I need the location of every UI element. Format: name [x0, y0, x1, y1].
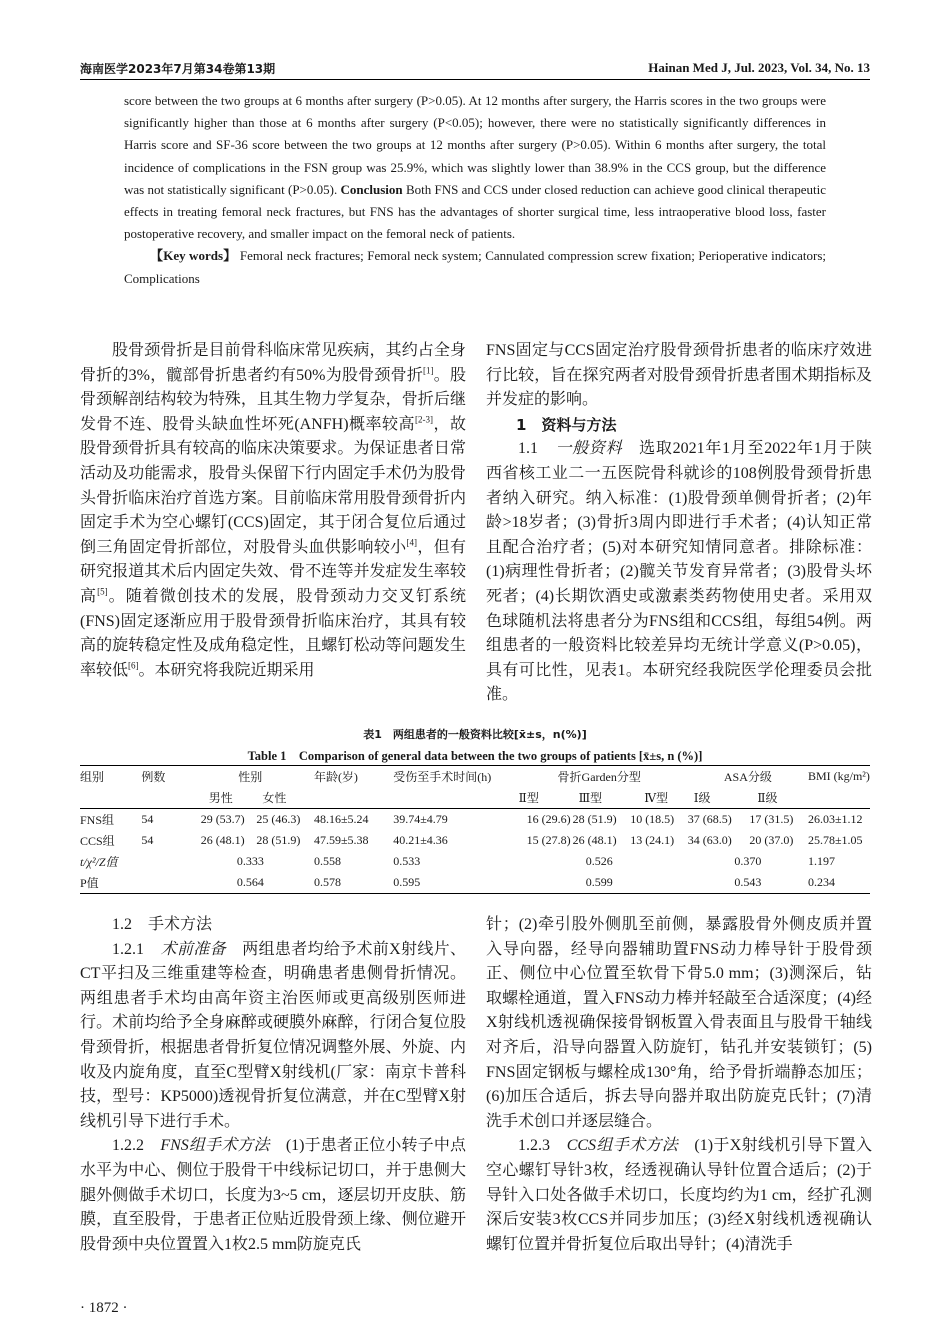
col-subheader: Ⅲ型 [578, 791, 603, 805]
col-subheader: Ⅳ型 [644, 791, 669, 805]
page-number: · 1872 · [80, 1300, 128, 1316]
intro-right-column [486, 339, 872, 708]
methods-left-column [80, 913, 466, 1257]
col-subheader: 女性 [262, 791, 287, 805]
col-header: BMI (kg/m²) [807, 769, 870, 783]
col-header: 受伤至手术时间(h) [393, 770, 492, 784]
conclusion-text: Both FNS and CCS under closed reduction can achieve good clinical therapeutic effects in treating femoral neck fractures, but FNS has the advantages of shorter surgical time, less intraoperative blood loss, faster postoperative recovery, and smaller impact on the femoral neck of patients. [124, 181, 827, 242]
intro-paragraph-cont: FNS固定与CCS固定治疗股骨颈骨折患者的临床疗效进行比较，旨在探究两者对股骨颈骨折患者围术期指标及并发症的影响。 [486, 342, 872, 409]
keywords-label: 【Key words】 [150, 248, 237, 264]
abstract-results-text [124, 90, 826, 245]
subsection-title: FNS组手术方法 [160, 1137, 270, 1155]
conclusion-label: Conclusion [340, 181, 403, 197]
table-row-stat: t/χ²/Z值 0.333 0.558 0.533 0.526 0.370 1.197 [80, 854, 835, 869]
table-general-data [80, 765, 870, 894]
col-header: 性别 [238, 770, 263, 784]
methods-right-column [486, 913, 872, 1257]
col-header: 年龄(岁) [313, 770, 358, 784]
intro-paragraph: 股骨颈骨折是目前骨科临床常见疾病，其约占全身骨折的3%，髋部骨折患者约有50%为股骨颈骨折[1]。股骨颈解剖结构较为特殊，且其生物力学复杂，骨折后继发骨不连、股骨头缺血性坏死(ANFH)概率较高[2-3]，故股骨颈骨折具有较高的临床决策要求。为保证患者日常活动及功能需求，股骨头保留下行内固定手术仍为股骨头骨折临床治疗首选方案。目前临床常用股骨颈骨折内固定手术为空心螺钉(CCS)固定，其于闭合复位后通过倒三角固定骨折部位，对股骨头血供影响较小[4]，但有研究报道其术后内固定失效、骨不连等并发症发生率较高[5]。随着微创技术的发展，股骨颈动力交叉钉系统(FNS)固定逐渐应用于股骨颈骨折临床治疗，其具有较高的旋转稳定性及成角稳定性，且螺钉松动等问题发生率较低[6]。本研究将我院近期采用 [80, 342, 466, 679]
subsection-title: 术前准备 [160, 940, 226, 958]
citation: [4] [406, 537, 417, 548]
running-header [80, 56, 870, 78]
col-header: 骨折Garden分型 [557, 770, 641, 784]
table-header-row-1 [80, 766, 870, 788]
citation: [6] [128, 660, 139, 671]
table-row: CCS组 54 26 (48.1) 28 (51.9) 47.59±5.38 40.21±4.36 15 (27.8) 26 (48.1) 13 (24.1) 34 (63.0) 20 (37.0) 25.78±1.05 [80, 833, 863, 848]
section-1-1: 1.1 一般资料 选取2021年1月至2022年1月于陕西省核工业二一五医院骨科就诊的108例股骨颈骨折患者纳入研究。纳入标准：(1)股骨颈单侧骨折者；(2)年龄>18岁者；(3)骨折3周内即进行手术者；(4)认知正常且配合治疗者；(5)对本研究知情同意者。排除标准：(1)病理性骨折者；(2)髋关节发育异常者；(3)股骨头坏死者；(4)长期饮酒史或激素类药物使用史者。采用双色球随机法将患者分为FNS组和CCS组，每组54例。两组患者的一般资料比较差异均无统计学意义(P>0.05)，具有可比性，见表1。本研究经我院医学伦理委员会批准。 [486, 440, 872, 704]
citation: [1] [423, 365, 434, 376]
col-subheader: Ⅰ级 [693, 791, 711, 805]
intro-left-column [80, 339, 466, 683]
col-header: ASA分级 [723, 770, 772, 784]
header-rule [80, 79, 870, 80]
section-1-2-1: 1.2.1 术前准备 两组患者均给予术前X射线片、CT平扫及三维重建等检查，明确患者患侧骨折情况。两组患者手术均由高年资主治医师或更高级别医师进行。术前均给予全身麻醉或硬膜外麻醉，行闭合复位股骨颈骨折，根据患者骨折复位情况调整外展、外旋、内收及内旋角度，直至C型臂X射线机(厂家：南京卡普科技，型号：KP5000)透视骨折复位满意，并在C型臂X射线机引导下进行手术。 [80, 940, 466, 1130]
journal-header-en: Hainan Med J, Jul. 2023, Vol. 34, No. 13 [648, 60, 870, 75]
col-subheader: Ⅱ级 [757, 791, 778, 805]
table-row: FNS组 54 29 (53.7) 25 (46.3) 48.16±5.24 39.74±4.79 16 (29.6) 28 (51.9) 10 (18.5) 37 (68.5) 17 (31.5) 26.03±1.12 [80, 809, 870, 831]
journal-header-cn: 海南医学2023年7月第34卷第13期 [80, 62, 276, 76]
abstract-results: score between the two groups at 6 months after surgery (P>0.05). At 12 months after surgery, the Harris scores in the two groups were significantly higher than those at 6 months after surgery (P<0.05); however, there were no statistically significantly differences in Harris score and SF-36 score between the two groups at 12 months after surgery (P>0.05). Within 6 months after surgery, the total incidence of complications in the FSN group was 25.9%, which was slightly lower than 38.9% in the CCS group, but the difference was not statistically significant (P>0.05). [124, 93, 826, 197]
keywords-text: Femoral neck fractures; Femoral neck system; Cannulated compression screw fixation; Perioperative indicators; Complications [124, 248, 826, 286]
section-1-2-2-cont: 针；(2)牵引股外侧肌至前侧，暴露股骨外侧皮质并置入导向器，经导向器辅助置FNS动力棒导针于股骨颈正、侧位中心位置至软骨下骨5.0 mm；(3)测深后，钻取螺栓通道，置入FNS动力棒并轻敲至合适深度；(4)经X射线机透视确保接骨钢板置入骨表面且与股骨干轴线对齐后，沿导向器置入防旋钉，钻孔并安装锁钉；(5) FNS固定钢板与螺栓成130°角，给予骨折端静态加压；(6)加压合适后，拆去导向器并取出防旋克氏针；(7)清洗手术创口并逐层缝合。 [486, 916, 872, 1130]
section-1-2-3: 1.2.3 CCS组手术方法 (1)于X射线机引导下置入空心螺钉导针3枚，经透视确认导针位置合适后；(2)于导针入口处各做手术切口，长度均约为1 cm，经扩孔测深后安装3枚CCS并同步加压；(3)经X射线机透视确认螺钉位置并骨折复位后取出导针；(4)清洗手 [486, 1137, 872, 1253]
table-caption-cn: 表1 两组患者的一般资料比较[x̄±s，n(%)] [363, 728, 587, 741]
citation: [2-3] [415, 414, 433, 425]
section-1-2-2: 1.2.2 FNS组手术方法 (1)于患者正位小转子中点水平为中心、侧位于股骨干中线标记切口，并于患侧大腿外侧做手术切口，长度为3~5 cm，逐层切开皮肤、筋膜，直至股骨，于患者正位贴近股骨颈上缘、侧位避开股骨颈中央位置置入1枚2.5 mm防旋克氏 [80, 1137, 466, 1253]
table-row-p: P值 0.564 0.578 0.595 0.599 0.543 0.234 [80, 872, 870, 894]
subsection-1-2-title: 1.2 手术方法 [112, 916, 213, 933]
section-heading-methods: 1 资料与方法 [516, 415, 617, 434]
table-header-row-2 [80, 787, 870, 809]
col-subheader: Ⅱ型 [518, 791, 539, 805]
col-header: 组别 [80, 770, 105, 784]
table-caption-en: Table 1 Comparison of general data between the two groups of patients [x̄±s, n (%)] [247, 749, 703, 763]
keywords [124, 245, 826, 289]
col-header: 例数 [141, 770, 166, 784]
citation: [5] [97, 586, 108, 597]
subsection-title: CCS组手术方法 [566, 1137, 679, 1155]
col-subheader: 男性 [208, 791, 233, 805]
subsection-title: 一般资料 [555, 440, 623, 458]
abstract-block [124, 90, 826, 290]
